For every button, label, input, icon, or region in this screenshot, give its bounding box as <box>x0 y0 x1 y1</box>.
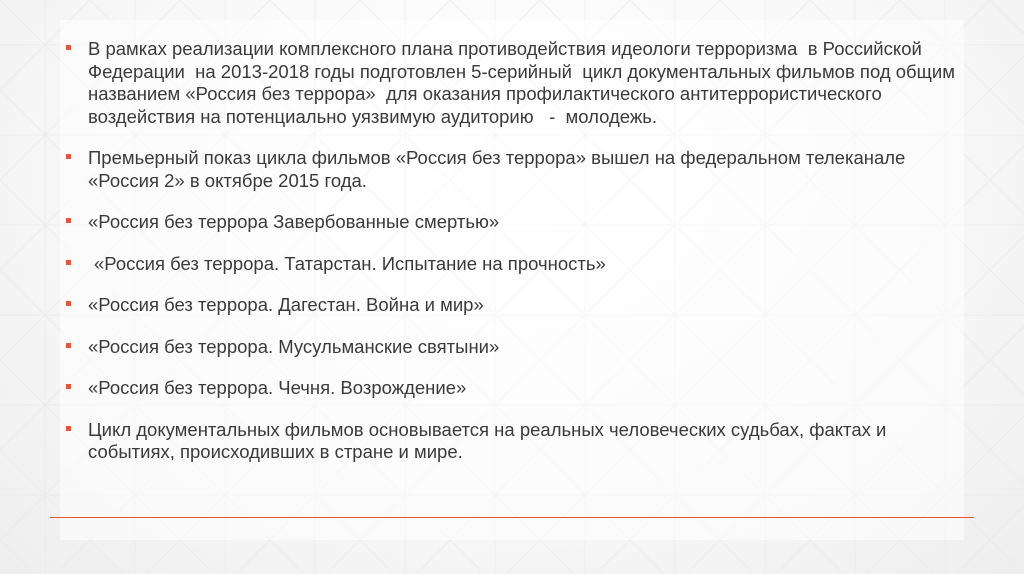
bullet-text: Премьерный показ цикла фильмов «Россия без террора» вышел на федеральном телеканале «Россия 2» в октябре 2015 года. <box>88 147 911 191</box>
bullet-marker-icon <box>66 154 71 159</box>
bullet-marker-icon <box>66 45 71 50</box>
bullet-text: «Россия без террора. Мусульманские святыни» <box>88 335 500 357</box>
bullet-item-film-4 <box>66 336 966 359</box>
bullet-text: Цикл документальных фильмов основывается на реальных человеческих судьбах, фактах и событиях, происходивших в стране и мире. <box>88 418 892 462</box>
bullet-item-summary <box>66 419 966 464</box>
bullet-text: В рамках реализации комплексного плана противодействия идеологи терроризма в Российской Федерации на 2013-2018 годы подготовлен 5-серийный цикл документальных фильмов под общим названием «Россия без террора» для оказания профилактического антитеррористического воздействия на потенциально уязвимую аудиторию - молодежь. <box>88 38 961 127</box>
footer-divider <box>50 517 974 518</box>
bullet-item-premiere <box>66 147 966 192</box>
bullet-marker-icon <box>66 218 71 223</box>
bullet-marker-icon <box>66 426 71 431</box>
bullet-text: «Россия без террора. Чечня. Возрождение» <box>88 377 467 398</box>
bullet-item-film-3 <box>66 294 966 317</box>
bullet-item-plan <box>66 38 966 128</box>
bullet-text: «Россия без террора Завербованные смертью» <box>88 211 500 232</box>
bullet-marker-icon <box>66 301 71 306</box>
bullet-marker-icon <box>66 384 71 389</box>
bullet-marker-icon <box>66 343 71 348</box>
bullet-item-film-1 <box>66 211 966 234</box>
bullet-text: «Россия без террора. Дагестан. Война и мир» <box>88 294 484 315</box>
bullet-text: «Россия без террора. Татарстан. Испытание на прочность» <box>94 252 606 274</box>
bullet-list <box>66 38 966 483</box>
bullet-item-film-2 <box>66 253 966 276</box>
bullet-item-film-5 <box>66 377 966 400</box>
bullet-marker-icon <box>66 260 71 265</box>
